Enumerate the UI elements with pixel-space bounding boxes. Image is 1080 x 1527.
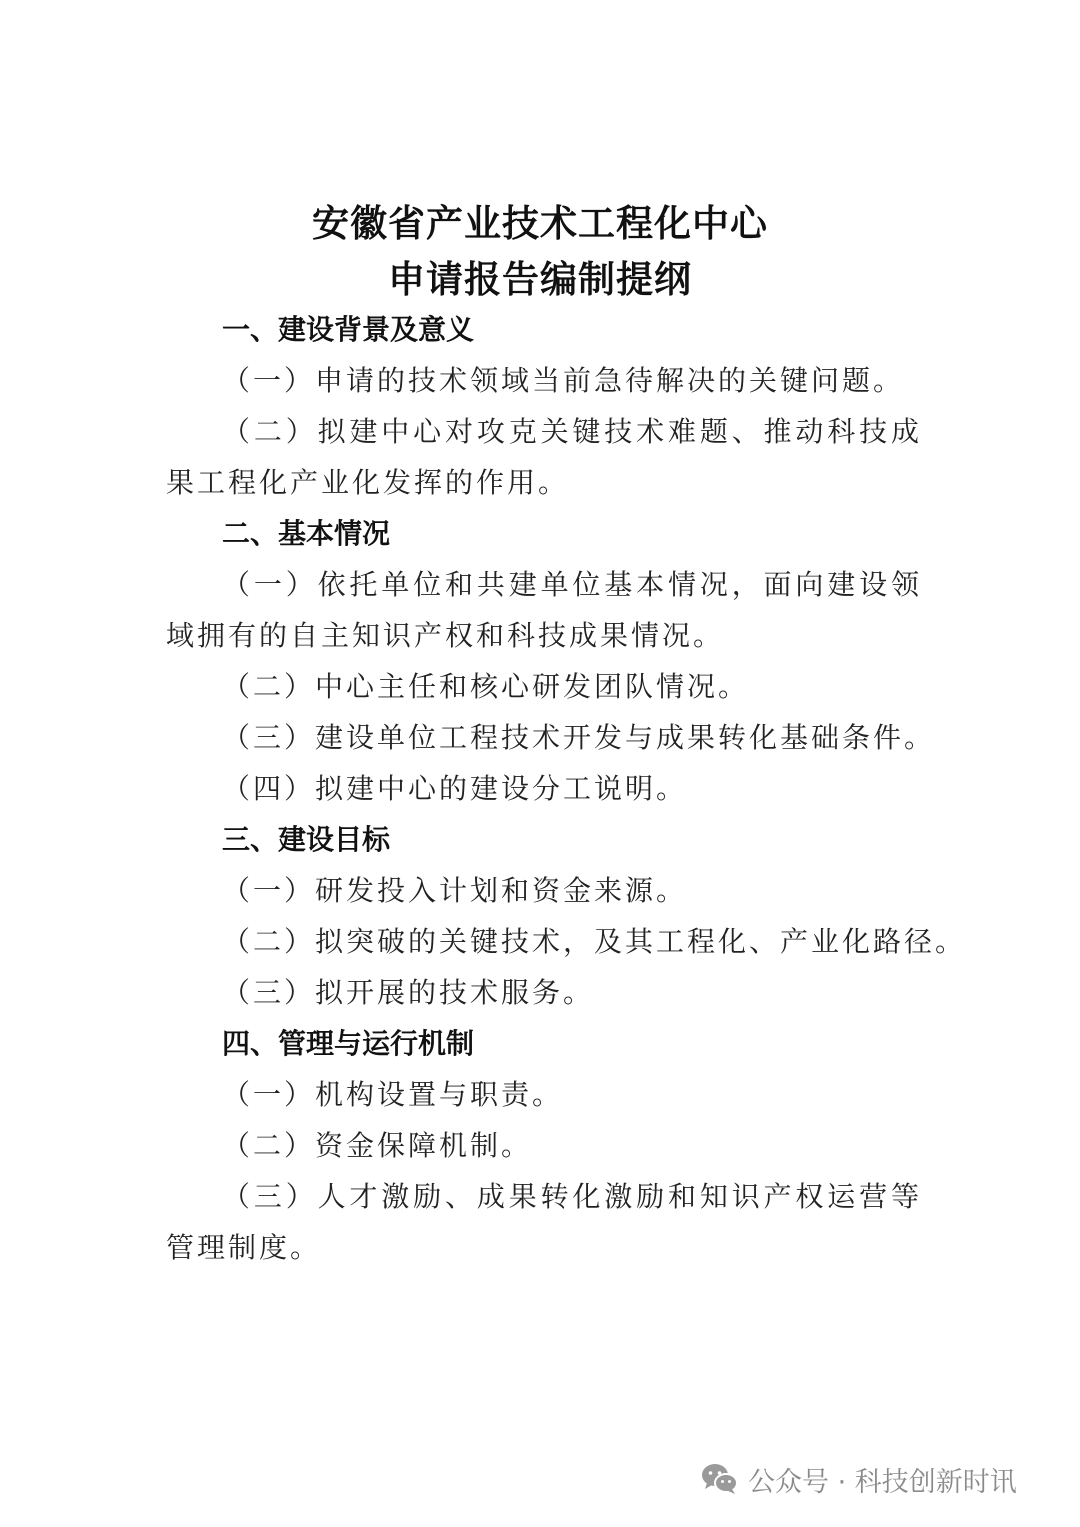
list-item: （二）中心主任和核心研发团队情况。 [222,670,750,703]
document-title-line-2: 申请报告编制提纲 [388,258,692,301]
list-item: （三）人才激励、成果转化激励和知识产权运营等管理制度。 [166,1180,922,1264]
list-item: （二）拟突破的关键技术，及其工程化、产业化路径。 [222,925,967,958]
watermark [700,1457,1017,1501]
document-title-line-1: 安徽省产业技术工程化中心 [312,202,768,245]
list-item: （三）建设单位工程技术开发与成果转化基础条件。 [222,721,936,754]
section-heading-management: 四、管理与运行机制 [222,1027,475,1060]
list-item: （一）依托单位和共建单位基本情况，面向建设领域拥有的自主知识产权和科技成果情况。 [166,568,922,652]
list-item: （一）申请的技术领域当前急待解决的关键问题。 [222,364,905,397]
list-item: （四）拟建中心的建设分工说明。 [222,772,688,805]
wechat-icon [700,1462,740,1496]
list-item: （一）研发投入计划和资金来源。 [222,874,688,907]
section-heading-background: 一、建设背景及意义 [222,313,475,346]
section-heading-goals: 三、建设目标 [222,823,391,856]
list-item: （一）机构设置与职责。 [222,1078,564,1111]
list-item: （三）拟开展的技术服务。 [222,976,595,1009]
list-item: （二）资金保障机制。 [222,1129,533,1162]
list-item: （二）拟建中心对攻克关键技术难题、推动科技成果工程化产业化发挥的作用。 [166,415,922,499]
section-heading-basic-info: 二、基本情况 [222,517,391,550]
watermark-text: 公众号 · 科技创新时讯 [748,1466,1017,1498]
document-body [166,304,967,1273]
